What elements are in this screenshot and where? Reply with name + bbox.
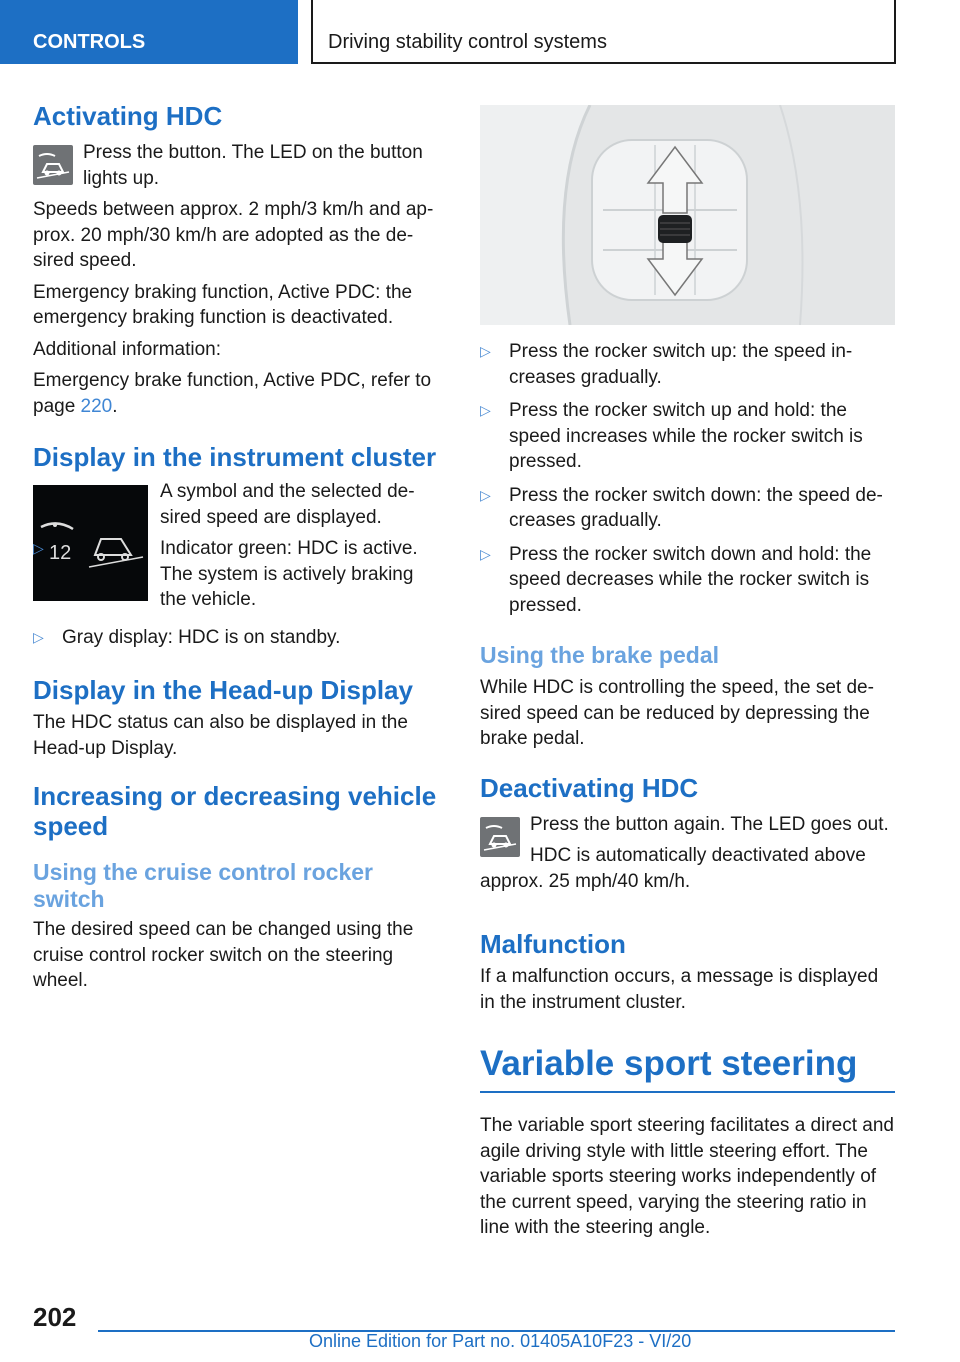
brake-p1: While HDC is controlling the speed, the set de‐sired speed can be reduced by depressing the brake pedal. — [480, 677, 874, 749]
heading-display-hud: Display in the Head-up Display — [33, 675, 413, 705]
heading-activating-hdc: Activating HDC — [33, 101, 223, 131]
bullet-text: Press the rocker switch down and hold: the speed decreases while the rocker switch is pressed. — [509, 543, 872, 616]
heading-variable-sport-steering: Variable sport steering — [480, 1043, 895, 1093]
deactivating-p1: Press the button again. The LED goes out. — [530, 813, 889, 835]
bullet-text: Press the rocker switch down: the speed de‐creases gradually. — [509, 484, 883, 531]
activating-p3: Emergency braking function, Active PDC: the emergency braking function is deactivated. — [33, 281, 413, 328]
right-column — [480, 100, 895, 1247]
page-link[interactable]: 220 — [80, 395, 113, 417]
rocker-bullets — [480, 339, 895, 618]
list-item — [480, 339, 895, 390]
bullet-text: Press the rocker switch up: the speed in‐creases gradually. — [509, 341, 853, 388]
cluster-bullets-2 — [33, 625, 443, 651]
list-item — [480, 542, 895, 619]
activating-p2: Speeds between approx. 2 mph/3 km/h and ap‐prox. 20 mph/30 km/h are adopted as the de‐sired speed. — [33, 199, 434, 271]
heading-increasing: Increasing or decreasing vehicle speed — [33, 781, 437, 841]
cluster-bullets — [33, 536, 443, 613]
heading-deactivating: Deactivating HDC — [480, 772, 699, 803]
bullet-triangle-icon: ▷ — [33, 540, 44, 556]
heading-malfunction: Malfunction — [480, 929, 626, 959]
bullet-triangle-icon: ▷ — [480, 486, 491, 503]
bullet-triangle-icon: ▷ — [480, 545, 491, 562]
list-item — [33, 625, 443, 651]
bullet-text: Press the rocker switch up and hold: the speed increases while the rocker switch is pressed. — [509, 400, 863, 472]
list-item — [33, 536, 443, 613]
increasing-p1: The desired speed can be changed using the cruise control rocker switch on the steering wheel. — [33, 919, 414, 991]
bullet-text: Indicator green: HDC is active. The system is actively braking the vehicle. — [160, 538, 418, 610]
reference-text: Emergency brake function, Active PDC, refer to page — [33, 370, 432, 417]
left-column — [33, 100, 443, 1000]
hud-p1: The HDC status can also be displayed in the Head-up Display. — [33, 712, 408, 759]
cluster-speed: 12 — [49, 542, 72, 564]
heading-display-cluster: Display in the instrument cluster — [33, 442, 437, 472]
deactivating-p2: HDC is automatically deactivated above approx. 25 mph/40 km/h. — [480, 845, 866, 892]
activating-p1: Press the button. The LED on the button lights up. — [83, 142, 423, 189]
steering-rocker-switch-illustration — [480, 105, 895, 325]
subheading-brake: Using the brake pedal — [480, 642, 720, 668]
bullet-triangle-icon: ▷ — [33, 628, 44, 645]
variable-p1: The variable sport steering facilitates a direct and agile driving style with little steering effort. The variable sports steering works independently of the current speed, varying the steering ratio in line with the steering angle. — [480, 1115, 894, 1238]
section-tab: CONTROLS — [0, 0, 298, 64]
activating-p4: Additional information: — [33, 338, 221, 360]
bullet-triangle-icon: ▷ — [480, 343, 491, 359]
list-item — [480, 483, 895, 534]
subheading-rocker: Using the cruise control rocker switch — [33, 859, 373, 912]
bullet-text: Gray display: HDC is on standby. — [62, 626, 341, 648]
hdc-button-icon — [33, 145, 73, 185]
hdc-button-icon — [480, 817, 520, 857]
edition-footer: Online Edition for Part no. 01405A10F23 - VI/20 — [309, 1331, 692, 1351]
list-item — [480, 398, 895, 475]
malfunction-p1: If a malfunction occurs, a message is displayed in the instrument cluster. — [480, 966, 879, 1013]
reference-suffix: . — [112, 395, 118, 417]
bullet-triangle-icon: ▷ — [480, 402, 491, 418]
cluster-p1: A symbol and the selected de‐sired speed are displayed. — [160, 481, 415, 528]
page-number: 202 — [33, 1302, 77, 1332]
chapter-title: Driving stability control systems — [311, 0, 896, 64]
activating-p5 — [33, 368, 443, 419]
